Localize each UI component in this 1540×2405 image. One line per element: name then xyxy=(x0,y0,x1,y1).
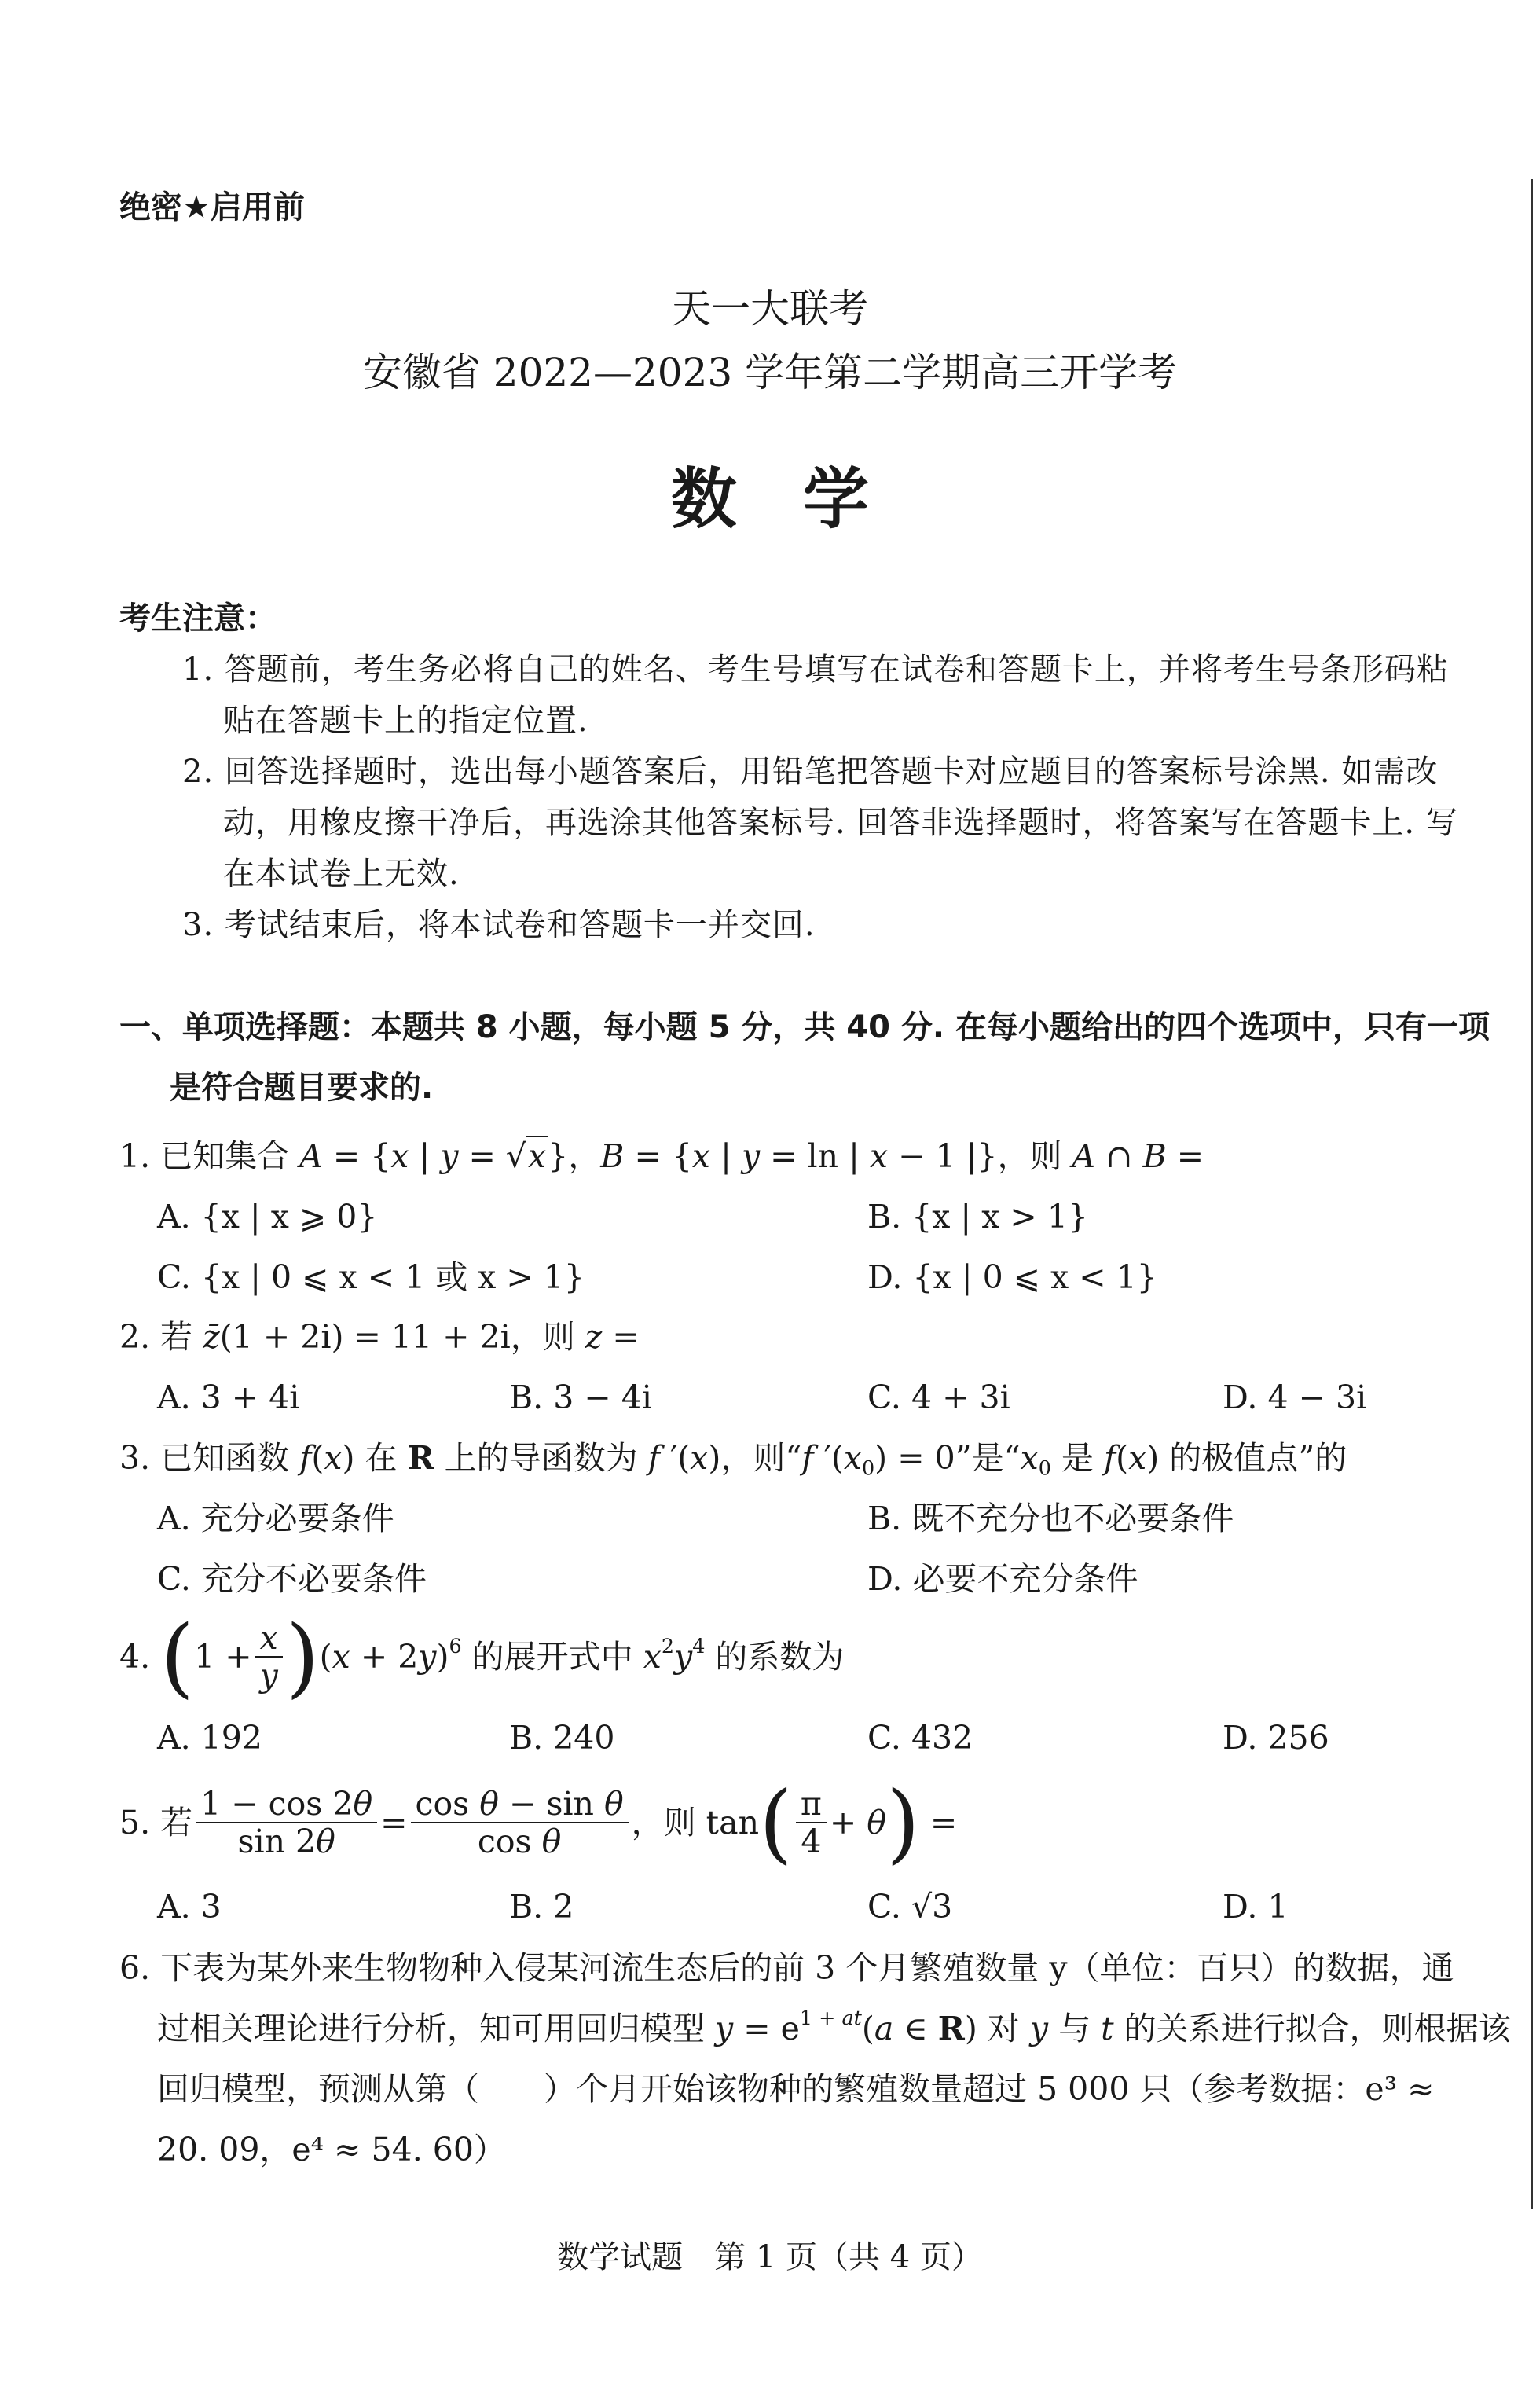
page-edge-line xyxy=(1531,179,1533,2209)
notice-title: 考生注意： xyxy=(119,600,277,637)
section1-heading-line1: 一、单项选择题：本题共 8 小题，每小题 5 分，共 40 分. 在每小题给出的四个选项中，只有一项 xyxy=(119,1009,1490,1045)
page-footer: 数学试题 第 1 页（共 4 页） xyxy=(557,2239,983,2275)
exam-name: 天一大联考 xyxy=(672,286,868,332)
q3-option-a[interactable]: A. 充分必要条件 xyxy=(157,1500,394,1537)
q4-option-b[interactable]: B. 240 xyxy=(509,1719,615,1757)
q3-option-c[interactable]: C. 充分不必要条件 xyxy=(157,1560,427,1598)
question-6-line1: 6. 下表为某外来生物物种入侵某河流生态后的前 3 个月繁殖数量 y（单位：百只）的数据，通 xyxy=(119,1949,1454,1987)
confidential-label: 绝密★启用前 xyxy=(119,189,305,226)
q1-option-d[interactable]: D. {x | 0 ⩽ x < 1} xyxy=(867,1258,1157,1296)
question-5-stem: 5. 若 $\frac{1 - \cos 2\theta}{\sin 2\theta}$ = $\frac{\text{cos θ − sin θ}}{\text{cos θ}}$ ，则 tan ( $\frac{\pi}{4}$ + θ ) = xyxy=(119,1772,958,1873)
q2-option-a[interactable]: A. 3 + 4i xyxy=(157,1379,300,1416)
question-1-stem: 1. 已知集合 A = {x | y = √x}，B = {x | y = ln | x − 1 |}，则 A ∩ B = xyxy=(119,1137,1204,1175)
question-4-stem: 4. ( 1 + $\frac{x}{y}$ ) $(x + 2y)^6$ 的展开式中 $x^2y^4$ 的系数为 xyxy=(119,1606,845,1707)
question-6-line4: 20. 09，e⁴ ≈ 54. 60） xyxy=(157,2131,506,2168)
q1-option-b[interactable]: B. {x | x > 1} xyxy=(867,1198,1088,1236)
q3-option-d[interactable]: D. 必要不充分条件 xyxy=(867,1560,1138,1598)
notice-item-2-line3: 在本试卷上无效. xyxy=(223,856,460,892)
q3-option-b[interactable]: B. 既不充分也不必要条件 xyxy=(867,1500,1234,1537)
q1-option-c[interactable]: C. {x | 0 ⩽ x < 1 或 x > 1} xyxy=(157,1258,585,1296)
q1-option-a[interactable]: A. {x | x ⩾ 0} xyxy=(157,1198,378,1236)
notice-item-3-line1: 3. 考试结束后，将本试卷和答题卡一并交回. xyxy=(182,907,816,943)
notice-item-2-line2: 动，用橡皮擦干净后，再选涂其他答案标号. 回答非选择题时，将答案写在答题卡上. 写 xyxy=(223,805,1458,841)
q2-option-c[interactable]: C. 4 + 3i xyxy=(867,1379,1010,1416)
q4-option-c[interactable]: C. 432 xyxy=(867,1719,974,1757)
q5-option-a[interactable]: A. 3 xyxy=(157,1888,222,1926)
exam-subtitle: 安徽省 2022—2023 学年第二学期高三开学考 xyxy=(362,350,1178,395)
question-6-line3: 回归模型，预测从第（ ）个月开始该物种的繁殖数量超过 5 000 只（参考数据：e³ ≈ xyxy=(157,2070,1435,2108)
notice-item-1-line2: 贴在答题卡上的指定位置. xyxy=(223,703,588,739)
question-2-stem: 2. 若 z̄(1 + 2i) = 11 + 2i，则 z = xyxy=(119,1318,640,1356)
q5-option-d[interactable]: D. 1 xyxy=(1223,1888,1289,1926)
notice-item-1-line1: 1. 答题前，考生务必将自己的姓名、考生号填写在试卷和答题卡上，并将考生号条形码粘 xyxy=(182,652,1449,688)
question-3-stem: 3. 已知函数 f(x) 在 R 上的导函数为 f ′(x)，则“f $'(x_0) = 0$”是“$x_0$ 是 f(x) 的极值点”的 xyxy=(119,1439,1348,1480)
q2-option-b[interactable]: B. 3 − 4i xyxy=(509,1379,652,1416)
q5-option-c[interactable]: C. √3 xyxy=(867,1888,953,1926)
q4-option-d[interactable]: D. 256 xyxy=(1223,1719,1329,1757)
subject-title: 数 学 xyxy=(670,461,869,538)
q4-option-a[interactable]: A. 192 xyxy=(157,1719,262,1757)
q2-option-d[interactable]: D. 4 − 3i xyxy=(1223,1379,1367,1416)
question-6-line2: 过相关理论进行分析，知可用回归模型 $y = e^{1 + at}(a$ ∈ R) 对 y 与 t 的关系进行拟合，则根据该 xyxy=(157,2005,1511,2047)
notice-item-2-line1: 2. 回答选择题时，选出每小题答案后，用铅笔把答题卡对应题目的答案标号涂黑. 如需改 xyxy=(182,754,1439,790)
q5-option-b[interactable]: B. 2 xyxy=(509,1888,574,1926)
section1-heading-line2: 是符合题目要求的. xyxy=(170,1070,434,1106)
